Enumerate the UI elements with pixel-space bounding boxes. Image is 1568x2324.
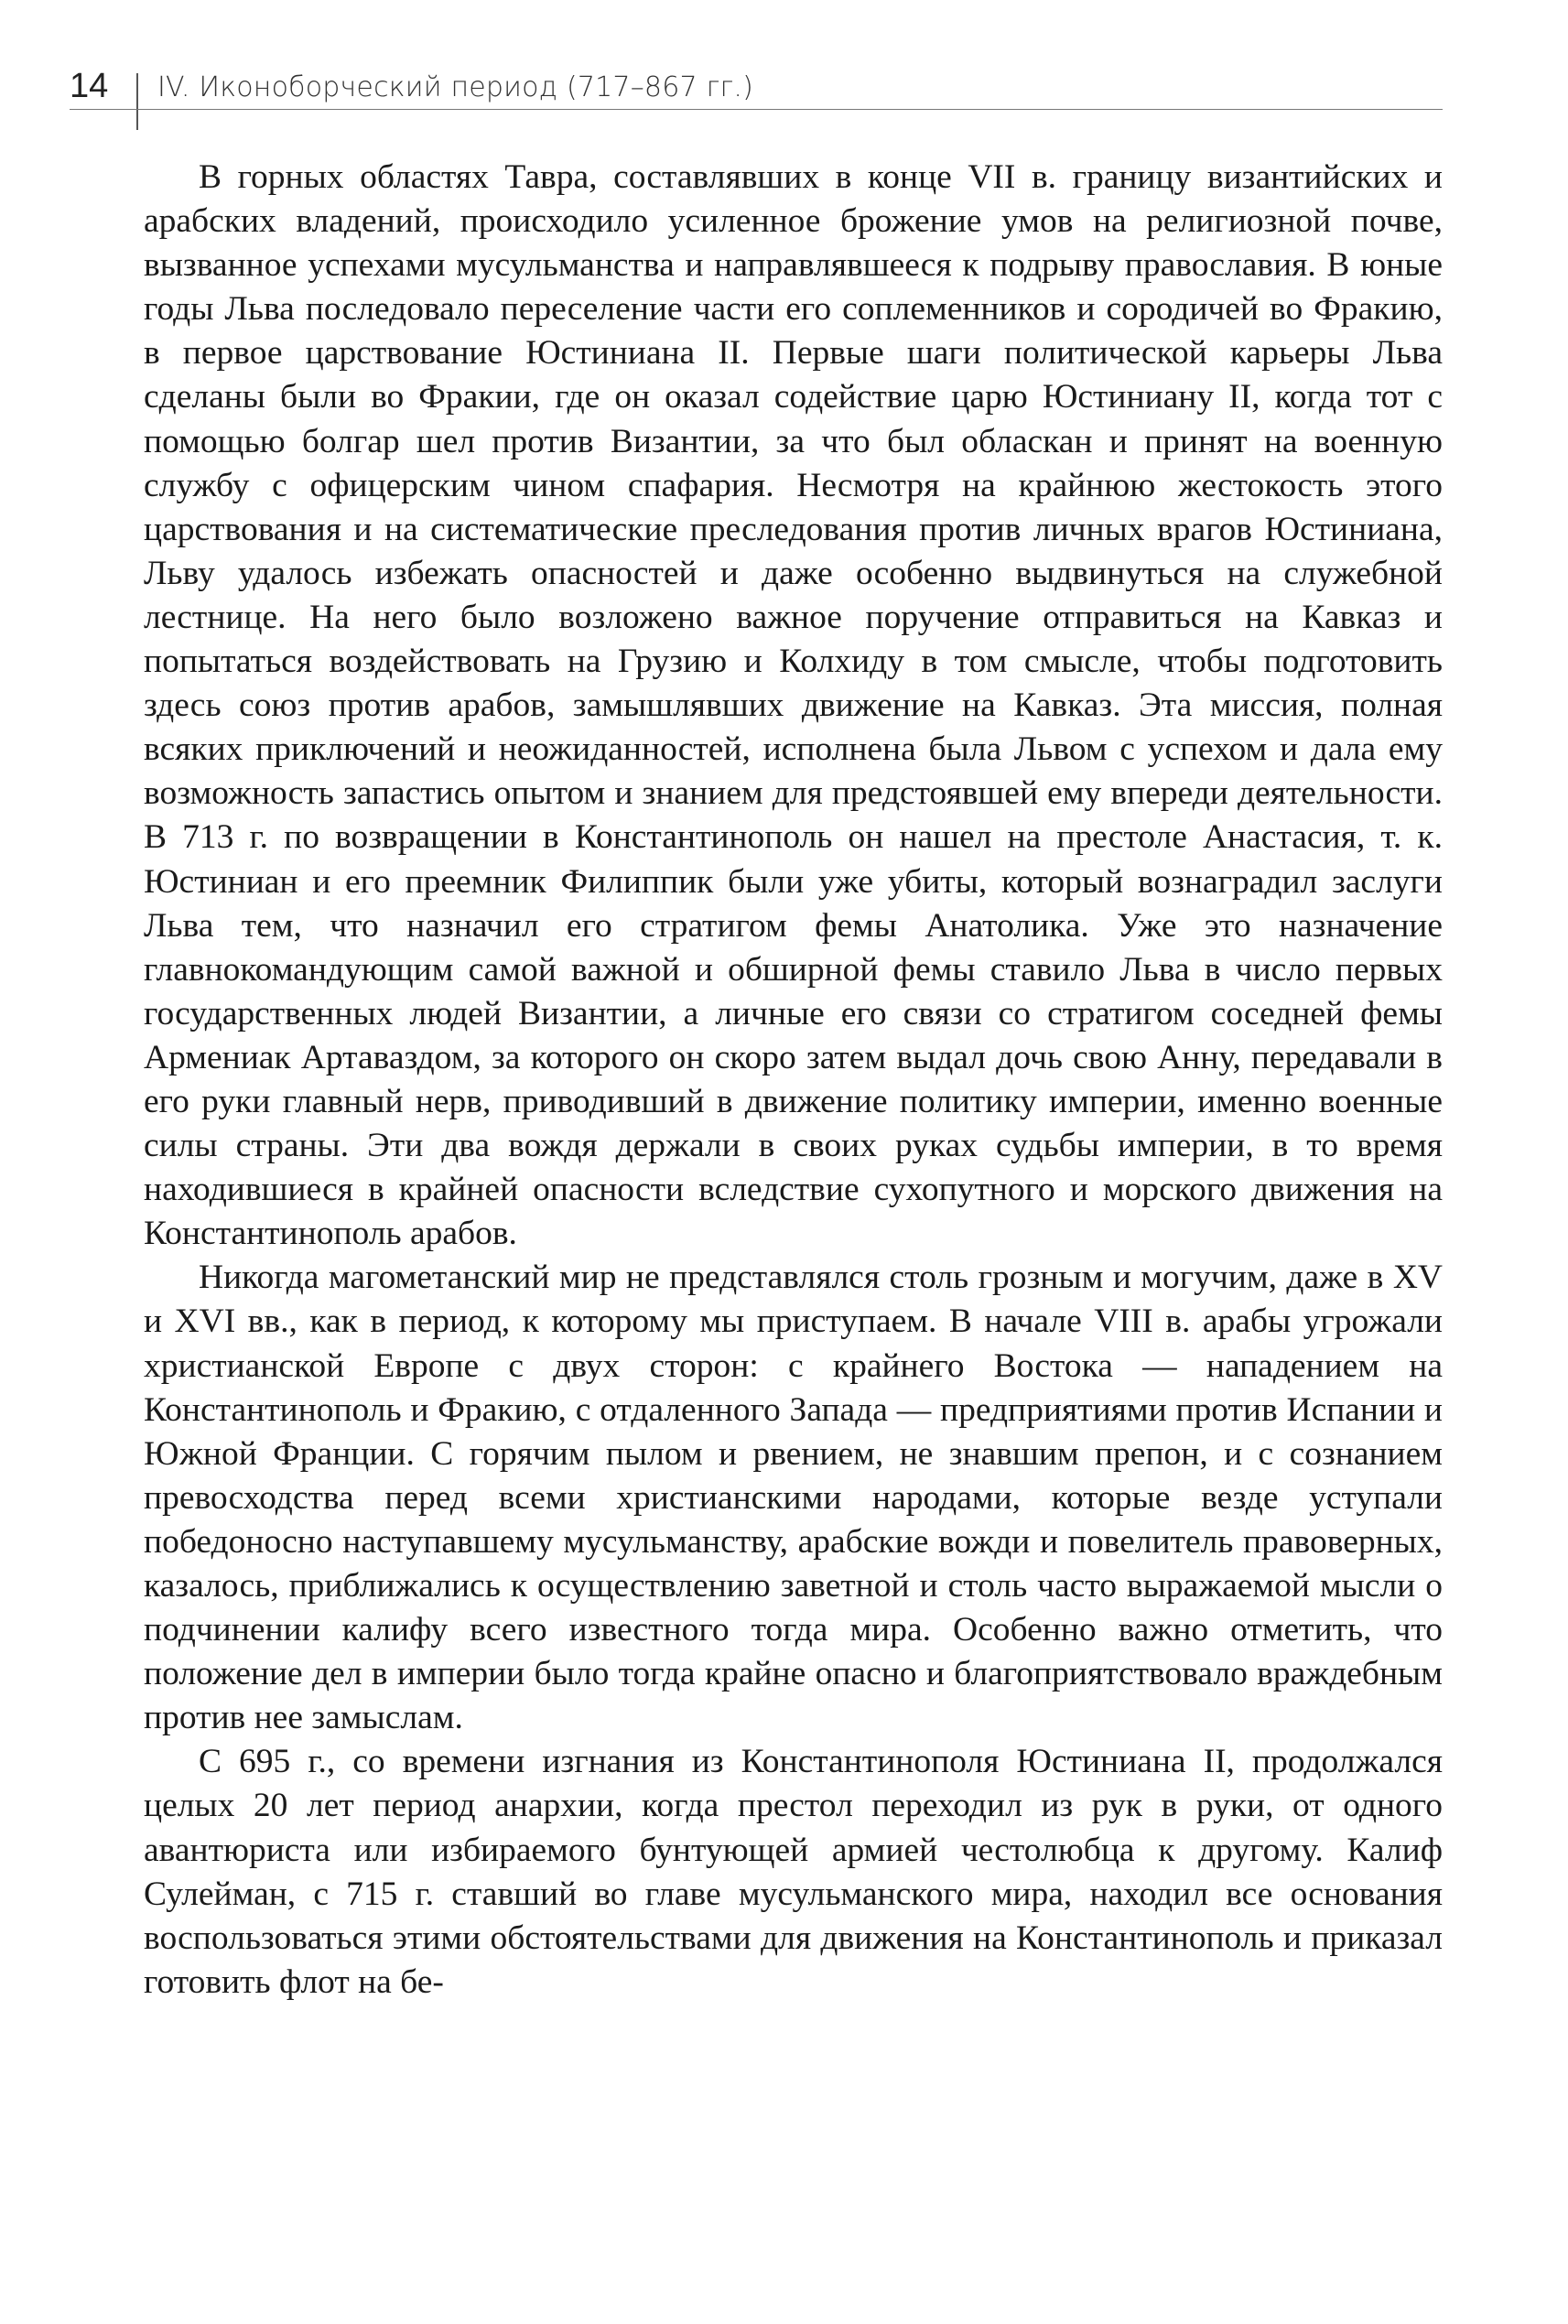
paragraph-1: В горных областях Тавра, составлявших в конце VII в. границу византийских и арабских владений, происходило усиленное брожение умов на религиозной почве, вызванное успехами мусульманства и направлявшееся к подрыву православия. В юные годы Льва последовало переселение части его соплеменников и сородичей во Фракию, в первое царствование Юстиниана II. Первые шаги политической карьеры Льва сделаны были во Фракии, где он оказал содействие царю Юстиниану II, когда тот с помощью болгар шел против Византии, за что был обласкан и принят на военную службу с офицерским чином спафария. Несмотря на крайнюю жестокость этого царствования и на систематические преследования против личных врагов Юстиниана, Льву удалось избежать опасностей и даже особенно выдвинуться на служебной лестнице. На него было возложено важное поручение отправиться на Кавказ и попытаться воздействовать на Грузию и Колхиду в том смысле, чтобы подготовить здесь союз против арабов, замышлявших движение на Кавказ. Эта миссия, полная всяких приключений и неожиданностей, исполнена была Львом с успехом и дала ему возможность запастись опытом и знанием для предстоявшей ему впереди деятельности. В 713 г. по возвращении в Константинополь он нашел на престоле Анастасия, т. к. Юстиниан и его преемник Филиппик были уже убиты, который вознаградил заслуги Льва тем, что назначил его стратигом фемы Анатолика. Уже это назначение главнокомандующим самой важной и обширной фемы ставило Льва в число первых государственных людей Византии, а личные его связи со стратигом соседней фемы Армениак Артаваздом, за которого он скоро затем выдал дочь свою Анну, передавали в его руки главный нерв, приводивший в движение политику империи, именно военные силы страны. Эти два вождя держали в своих руках судьбы империи, в то время находившиеся в крайней опасности вследствие сухопутного и морского движения на Константинополь арабов. [144, 158, 1443, 1253]
running-title: IV. Иконоборческий период (717–867 гг.) [157, 71, 754, 103]
paragraph-2: Никогда магометанский мир не представлялся столь грозным и могучим, даже в XV и XVI вв., как в период, к которому мы приступаем. В начале VIII в. арабы угрожали христианской Европе с двух сторон: с крайнего Востока — нападением на Константинополь и Фракию, с отдаленного Запада — предприятиями против Испании и Южной Франции. С горячим пылом и рвением, не знавшим препон, и с сознанием превосходства перед всеми христианскими народами, которые везде уступали победоносно наступавшему мусульманству, арабские вожди и повелитель правоверных, казалось, приближались к осуществлению заветной и столь часто выражаемой мысли о подчинении калифу всего известного тогда мира. Особенно важно отметить, что положение дел в империи было тогда крайне опасно и благоприятствовало враждебным против нее замыслам. [144, 1259, 1443, 1737]
body-text [144, 156, 1443, 2005]
paragraph-3: С 695 г., со времени изгнания из Константинополя Юстиниана II, продолжался целых 20 лет период анархии, когда престол переходил из рук в руки, от одного авантюриста или избираемого бунтующей армией честолюбца к другому. Калиф Сулейман, с 715 г. ставший во главе мусульманского мира, находил все основания воспользоваться этими обстоятельствами для движения на Константинополь и приказал готовить флот на бе- [144, 1743, 1443, 2001]
header-rule [70, 109, 1443, 110]
page-number: 14 [70, 67, 109, 105]
header-divider [136, 73, 138, 130]
running-header [70, 64, 1443, 119]
